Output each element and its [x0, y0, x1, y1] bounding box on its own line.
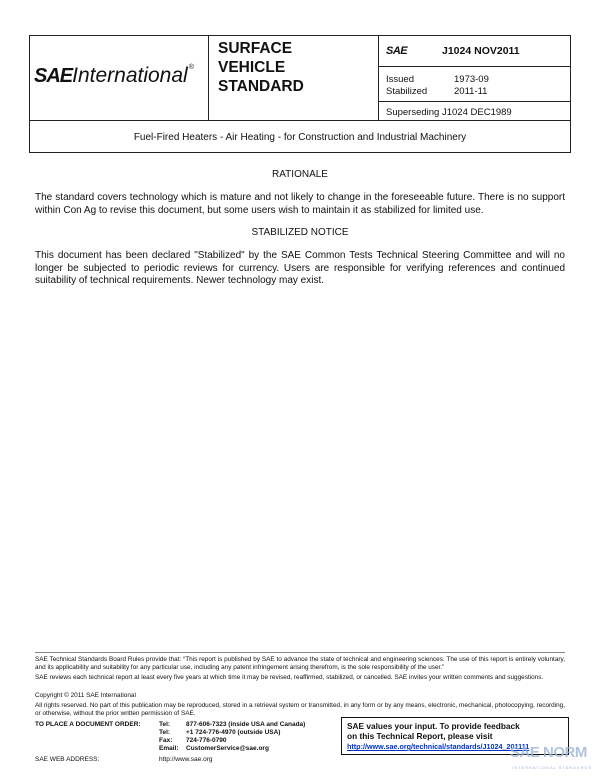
- stabilized-label: Stabilized: [386, 86, 428, 97]
- standard-title: [218, 39, 368, 96]
- review-note: SAE reviews each technical report at least every five years at which time it may be revised, reaffirmed, stabilized, or cancelled. SAE invites your written comments and suggestions.: [35, 674, 544, 681]
- watermark-subtext: INTERNATIONAL STANDARDS: [512, 765, 593, 770]
- rationale-text: The standard covers technology which is mature and not likely to change in the foreseeable future. There is no support within Con Ag to revise this document, but some users wish to maintain it as stabilized for limited use.: [35, 192, 565, 216]
- document-number: J1024 NOV2011: [442, 45, 520, 57]
- watermark-logo: SAE NORM: [510, 744, 587, 761]
- email-link[interactable]: CustomerService@sae.org: [186, 745, 269, 752]
- sae-mini-logo: SAE: [386, 45, 408, 57]
- stabilized-value: 2011-11: [454, 86, 488, 97]
- feedback-line: SAE values your input. To provide feedback: [347, 721, 520, 731]
- feedback-link[interactable]: http://www.sae.org/technical/standards/J1024_201111: [347, 742, 530, 751]
- header-table: [29, 35, 571, 153]
- divider: [30, 120, 570, 121]
- logo-brand: SAE: [34, 65, 73, 87]
- superseding-note: Superseding J1024 DEC1989: [386, 107, 512, 118]
- issued-label: Issued: [386, 74, 414, 85]
- divider: [378, 36, 379, 120]
- stabilized-notice-text: This document has been declared "Stabilized" by the SAE Common Tests Technical Steering Committee and will no longer be subjected to periodic reviews for currency. Users are responsible for verifying references and continued suitability of technical requirements. Newer technology may exist.: [35, 250, 565, 286]
- sae-international-logo: [34, 64, 194, 88]
- rationale-heading: RATIONALE: [272, 169, 328, 180]
- divider: [378, 66, 571, 67]
- divider: [378, 101, 571, 102]
- standard-title-line: STANDARD: [218, 78, 304, 95]
- email-label: Email:: [159, 745, 179, 752]
- tel1-value: 877-606-7323 (inside USA and Canada): [186, 721, 306, 728]
- tel2-value: +1 724-776-4970 (outside USA): [186, 729, 281, 736]
- order-label: TO PLACE A DOCUMENT ORDER:: [35, 721, 141, 728]
- web-label: SAE WEB ADDRESS:: [35, 756, 100, 763]
- standard-title-line: SURFACE: [218, 40, 293, 57]
- tel1-label: Tel:: [159, 721, 171, 728]
- copyright-note: Copyright © 2011 SAE International: [35, 692, 136, 699]
- fax-value: 724-776-0790: [186, 737, 227, 744]
- fax-label: Fax:: [159, 737, 173, 744]
- issued-value: 1973-09: [454, 74, 489, 85]
- logo-mark: ®: [188, 64, 194, 71]
- web-link[interactable]: http://www.sae.org: [159, 756, 213, 763]
- document-subject: Fuel-Fired Heaters - Air Heating - for Construction and Industrial Machinery: [133, 132, 467, 143]
- rights-note: All rights reserved. No part of this publication may be reproduced, stored in a retrieval system or transmitted, in any form or by any means, electronic, mechanical, photocopying, recording, or otherwise, without the prior written permission of SAE.: [35, 702, 565, 717]
- board-rules-note: SAE Technical Standards Board Rules provide that: “This report is published by SAE to advance the state of technical and engineering sciences. The use of this report is entirely voluntary, and its applicability and suitability for any particular use, including any patent infringement arising therefrom, is the sole responsibility of the user.”: [35, 656, 565, 671]
- stabilized-notice-heading: STABILIZED NOTICE: [251, 227, 349, 238]
- footer-rule: [35, 652, 565, 653]
- feedback-line: on this Technical Report, please visit: [347, 731, 493, 741]
- divider: [208, 36, 209, 120]
- logo-text: International: [72, 64, 188, 87]
- standard-title-line: VEHICLE: [218, 59, 286, 76]
- tel2-label: Tel:: [159, 729, 171, 736]
